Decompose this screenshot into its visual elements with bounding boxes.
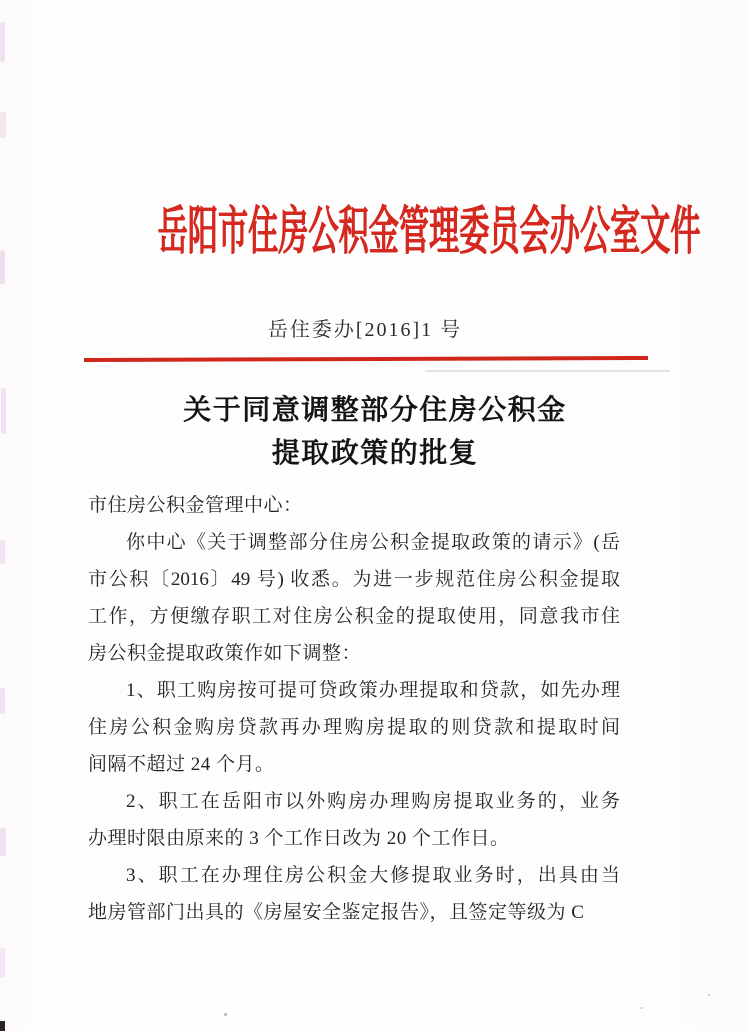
scan-smudge (0, 828, 6, 856)
body-line: 市公积〔2016〕49 号) 收悉。为进一步规范住房公积金提取 (88, 569, 620, 590)
document-title (0, 389, 750, 475)
body-line: 间隔不超过 24 个月。 (88, 754, 275, 775)
scan-smudge (0, 22, 5, 62)
scan-speck (224, 1013, 227, 1016)
scan-shadow-line (425, 370, 670, 372)
doc-number: 岳住委办[2016]1 号 (267, 319, 463, 341)
scan-speck (708, 994, 710, 996)
body-line-item-3: 3、职工在办理住房公积金大修提取业务时，出具由当 (126, 865, 620, 886)
body-line: 工作，方便缴存职工对住房公积金的提取使用，同意我市住 (88, 606, 620, 627)
body-line: 办理时限由原来的 3 个工作日改为 20 个工作日。 (88, 828, 510, 849)
scan-smudge (0, 250, 5, 284)
document-title-line2: 提取政策的批复 (271, 438, 479, 469)
body-line: 住房公积金购房贷款再办理购房提取的则贷款和提取时间 (88, 717, 620, 738)
scan-smudge (0, 688, 5, 714)
scan-smudge (0, 540, 5, 564)
body-line: 你中心《关于调整部分住房公积金提取政策的请示》(岳 (126, 532, 620, 553)
document-body (88, 487, 620, 931)
letterhead-org-title: 岳阳市住房公积金管理委员会办公室文件 (157, 204, 701, 261)
body-line: 地房管部门出具的《房屋安全鉴定报告》，且签定等级为 C (88, 902, 585, 923)
scan-smudge (0, 112, 6, 138)
body-line-salutation: 市住房公积金管理中心： (88, 495, 303, 516)
scan-smudge (0, 948, 5, 978)
document-title-line1: 关于同意调整部分住房公积金 (183, 395, 567, 426)
body-line: 房公积金提取政策作如下调整： (88, 643, 362, 664)
body-line-item-1: 1、职工购房按可提可贷政策办理提取和贷款，如先办理 (126, 680, 620, 701)
scan-smudge (1, 388, 6, 434)
scan-corner-mark (0, 1021, 5, 1031)
body-line-item-2: 2、职工在岳阳市以外购房办理购房提取业务的，业务 (126, 791, 620, 812)
scan-speck (640, 1007, 643, 1009)
red-divider-line (84, 356, 648, 362)
